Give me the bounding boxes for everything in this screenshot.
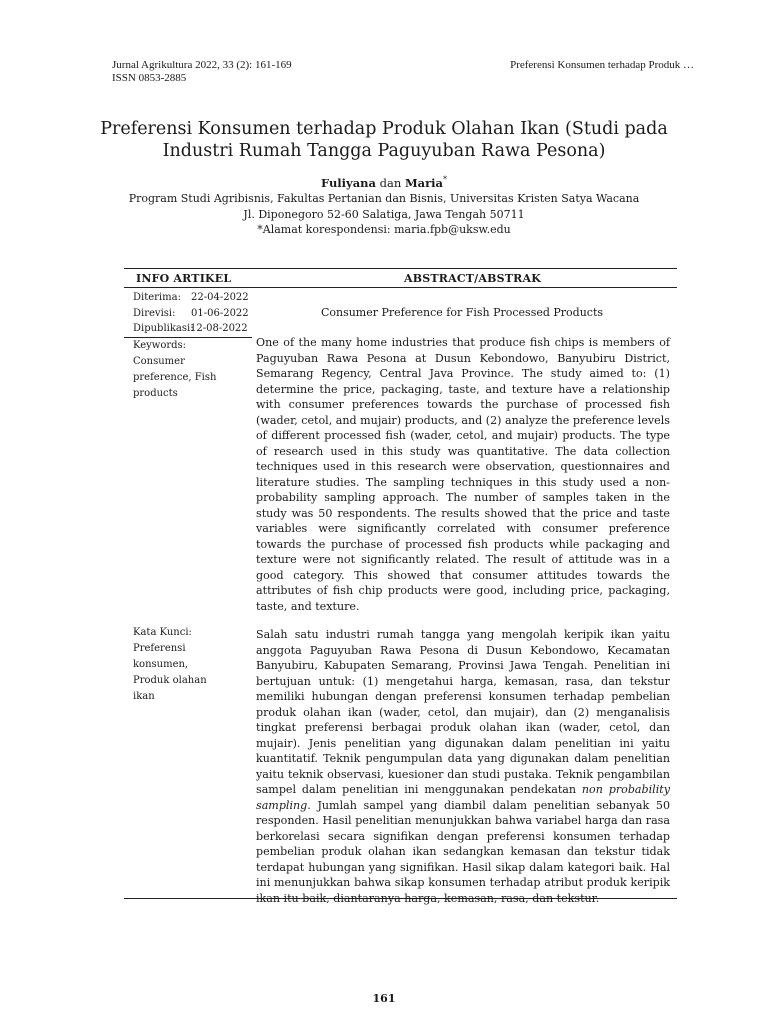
- date-value: 22-04-2022: [191, 292, 249, 303]
- journal-name: Jurnal Agrikultura 2022, 33 (2): 161-169: [112, 59, 292, 71]
- journal-citation: [112, 59, 292, 85]
- keyword-line: Preferensi: [133, 643, 186, 654]
- date-label: Dipublikasi:: [133, 323, 194, 334]
- keyword-line: ikan: [133, 691, 155, 702]
- abstract-header: ABSTRACT/ABSTRAK: [404, 272, 541, 285]
- keyword-line: preference, Fish: [133, 372, 217, 383]
- date-value: 12-08-2022: [190, 323, 248, 334]
- abstract-english: One of the many home industries that produce fish chips is members of Paguyuban Rawa Pesona at Dusun Kebondowo, Banyubiru District, Semarang Regency, Central Java Province. The study aimed to: (1) determine the price, packaging, taste, and texture have a relationship with consumer preferences towards the purchase of processed fish (wader, cetol, and mujair) products, and (2) analyze the preference levels of different processed fish (wader, cetol, and mujair) products. The type of research used in this study was quantitative. The data collection techniques used in this research were observation, questionnaires and literature studies. The sampling techniques in this study used a non-probability sampling approach. The number of samples taken in the study was 50 respondents. The results showed that the price and taste variables were significantly correlated with consumer preference towards the purchase of processed fish products while packaging and texture were not significantly related. The result of attitude was in a good category. This showed that consumer attitudes towards the attributes of fish chip products were good, including price, packaging, taste, and texture.: [256, 336, 670, 613]
- page-number: 161: [372, 992, 396, 1005]
- corresponding-mark: *: [443, 175, 447, 184]
- correspondence-email: *Alamat korespondensi: maria.fpb@uksw.edu: [257, 223, 511, 236]
- abstract-english-title: Consumer Preference for Fish Processed Products: [320, 306, 604, 319]
- abstrak-text: Salah satu industri rumah tangga yang mengolah keripik ikan yaitu anggota Paguyuban Rawa Pesona di Dusun Kebondowo, Kecamatan Banyubiru, Kabupaten Semarang, Provinsi Jawa Tengah. Penelitian ini bertujuan untuk: (1) mengetahui harga, kemasan, rasa, dan tekstur memiliki hubungan dengan preferensi konsumen terhadap pembelian produk olahan ikan (wader, cetol, dan mujair), dan (2) menganalisis tingkat preferensi berbagai produk olahan ikan (wader, cetol, dan mujair). Jenis penelitian yang digunakan dalam penelitian ini yaitu kuantitatif. Teknik pengumpulan data yang digunakan dalam penelitian yaitu teknik observasi, kuesioner dan studi pustaka. Teknik pengambilan sampel dalam penelitian ini menggunakan pendekatan: [256, 628, 670, 796]
- keyword-line: Consumer: [133, 356, 185, 367]
- table-top-rule: [124, 268, 677, 269]
- date-label: Direvisi:: [133, 308, 176, 319]
- info-artikel-header: INFO ARTIKEL: [136, 272, 232, 285]
- date-value: 01-06-2022: [191, 308, 249, 319]
- abstrak-text: . Jumlah sampel yang diambil dalam penelitian sebanyak 50 responden. Hasil penelitian menunjukkan bahwa variabel harga dan rasa berkorelasi secara signifikan dengan preferensi konsumen terhadap pembelian produk olahan ikan sedangkan kemasan dan tekstur tidak terdapat hubungan yang signifikan. Hasil sikap dalam kategori baik. Hal ini menunjukkan bahwa sikap konsumen terhadap atribut produk keripik ikan itu baik, diantaranya harga, kemasan, rasa, dan tekstur.: [256, 798, 670, 905]
- keywords-label: Kata Kunci:: [133, 627, 192, 638]
- author-line: [96, 175, 672, 190]
- issn: ISSN 0853-2885: [112, 72, 187, 84]
- author-name: Maria: [404, 175, 443, 190]
- affiliation-line: Program Studi Agribisnis, Fakultas Pertanian dan Bisnis, Universitas Kristen Satya Wacana: [128, 192, 640, 205]
- running-title: Preferensi Konsumen terhadap Produk …: [510, 59, 694, 71]
- keyword-line: Produk olahan: [133, 675, 207, 686]
- date-revised: [133, 308, 249, 319]
- affiliation-address: Jl. Diponegoro 52-60 Salatiga, Jawa Tengah 50711: [243, 208, 525, 221]
- keyword-line: products: [133, 388, 178, 399]
- keyword-line: konsumen,: [133, 659, 189, 670]
- author-conjunction: dan: [379, 175, 402, 190]
- keywords-english: [133, 338, 253, 402]
- date-label: Diterima:: [133, 292, 181, 303]
- keywords-label: Keywords:: [133, 340, 187, 351]
- abstrak-italic-term: non probability sampling: [256, 783, 670, 812]
- article-title: Preferensi Konsumen terhadap Produk Olahan Ikan (Studi pada Industri Rumah Tangga Paguyuban Rawa Pesona): [100, 119, 668, 161]
- abstract-indonesian: [256, 627, 670, 906]
- keywords-indonesian: [133, 625, 253, 705]
- date-published: [133, 323, 248, 334]
- date-received: [133, 292, 249, 303]
- author-name: Fuliyana: [320, 175, 376, 190]
- table-header-rule: [124, 287, 677, 288]
